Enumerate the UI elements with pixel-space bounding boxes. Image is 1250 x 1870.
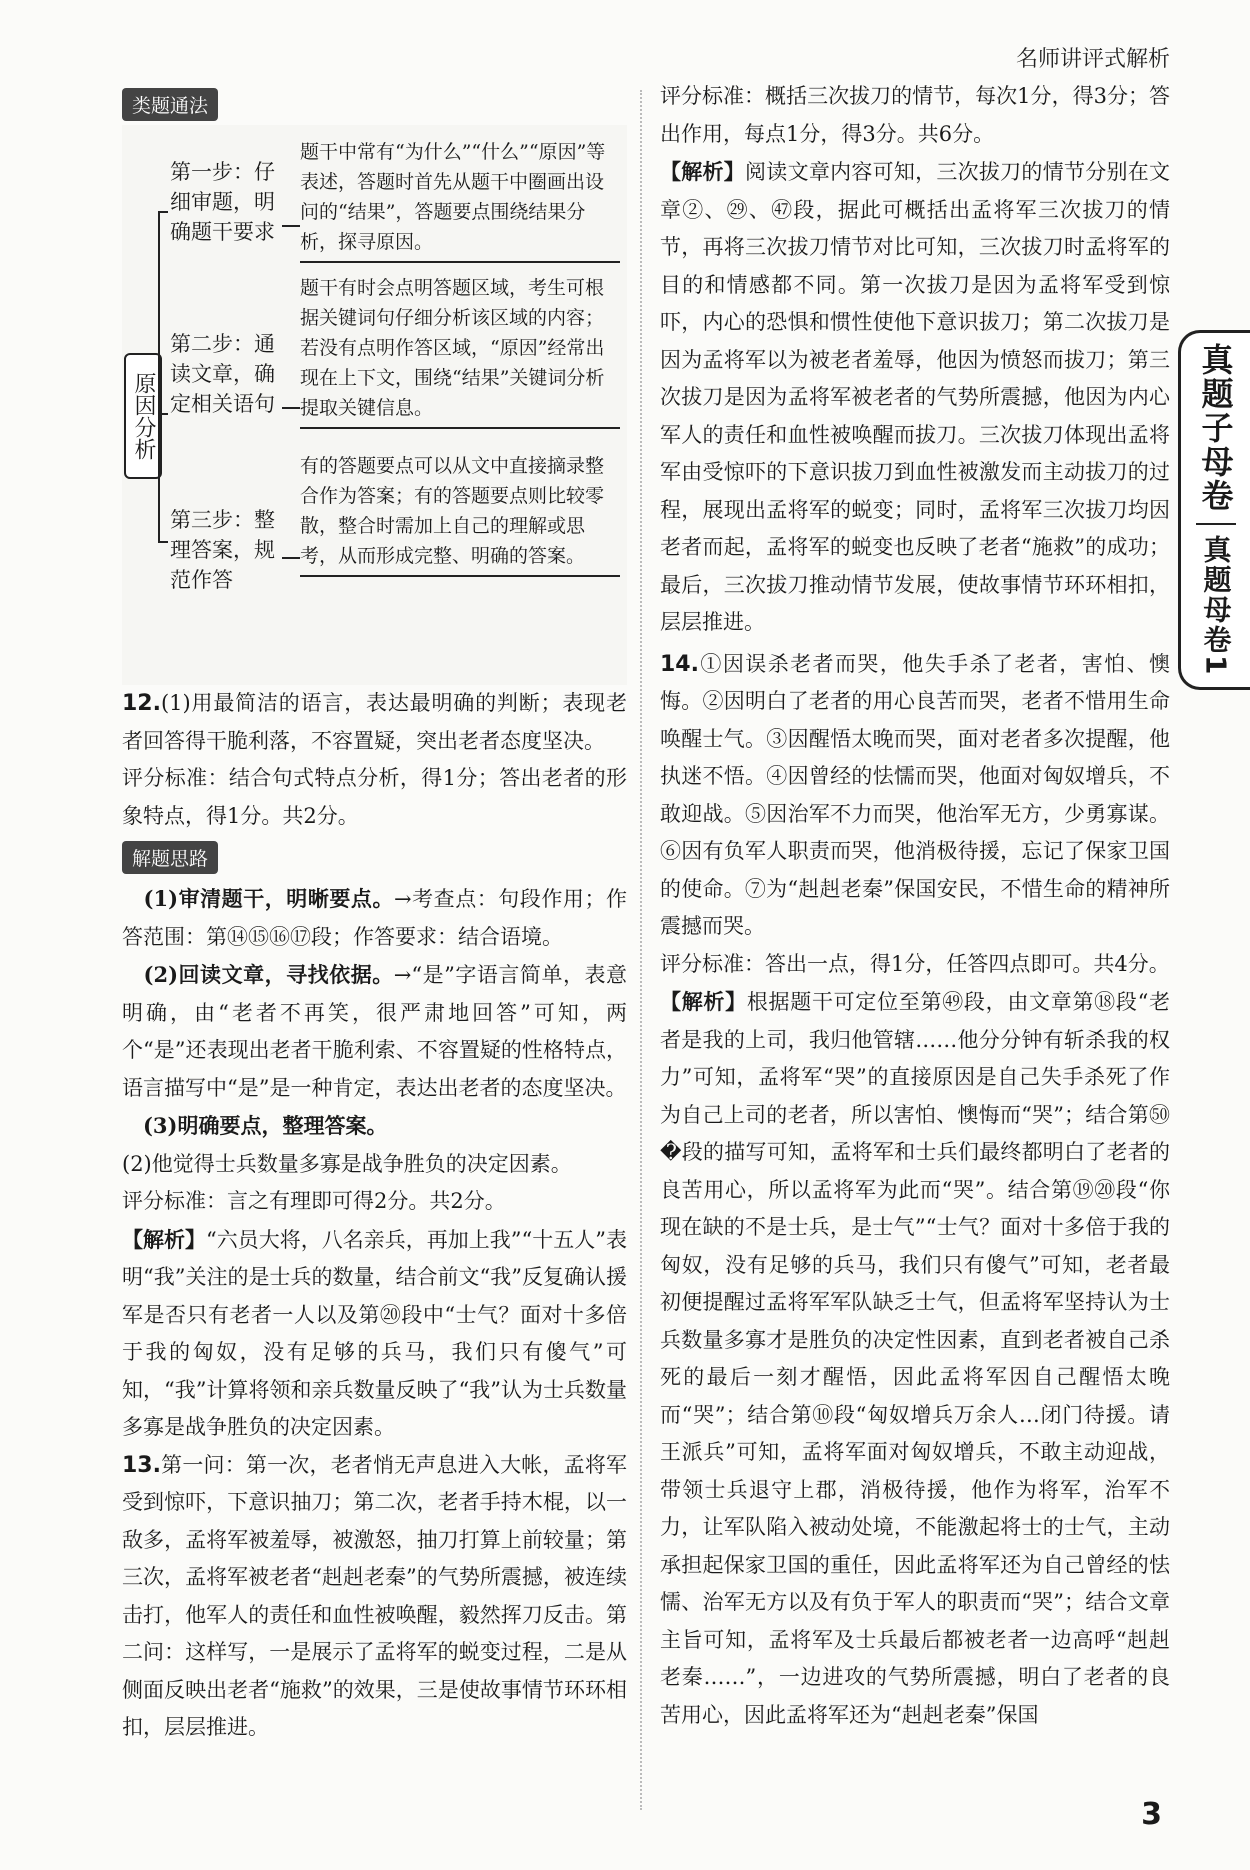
q13-analysis xyxy=(660,153,1170,642)
q12-number: 12. xyxy=(122,691,161,716)
q12-analysis-tag: 【解析】 xyxy=(122,1226,207,1252)
q12-analysis-text: “六员大将，八名亲兵，再加上我”“十五人”表明“我”关注的是士兵的数量，结合前文“我”反复确认援军是否只有老者一人以及第⑳段中“士气？面对十多倍于我的匈奴，没有足够的兵马，我们只有傻气”可知，“我”计算将领和亲兵数量反映了“我”认为士兵数量多寡是战争胜负的决定因素。 xyxy=(122,1227,627,1439)
q13-answer-text: 第一问：第一次，老者悄无声息进入大帐，孟将军受到惊吓，下意识抽刀；第二次，老者手持木棍，以一敌多，孟将军被羞辱，被激怒，抽刀打算上前较量；第三次，孟将军被老者“赳赳老秦”的气势所震撼，被连续击打，他军人的责任和血性被唤醒，毅然挥刀反击。第二问：这样写，一是展示了孟将军的蜕变过程，二是从侧面反映出老者“施救”的效果，三是使故事情节环环相扣，层层推进。 xyxy=(122,1452,627,1739)
connector-1 xyxy=(282,225,300,227)
method-label: 类题通法 xyxy=(122,88,218,121)
q14-score: 评分标准：答出一点，得1分，任答四点即可。共4分。 xyxy=(660,951,1170,976)
q12-score-1: 评分标准：结合句式特点分析，得1分；答出老者的形象特点，得1分。共2分。 xyxy=(122,766,627,828)
side-tab-subtitle: 真题母卷1 xyxy=(1199,535,1233,677)
q13-analysis-tag: 【解析】 xyxy=(660,159,746,184)
mindmap-branch-1 xyxy=(158,211,168,213)
mindmap-branch-3 xyxy=(158,541,168,543)
header-title: 名师讲评式解析 xyxy=(1015,47,1170,72)
left-column xyxy=(122,88,627,1747)
think-label-wrap xyxy=(122,841,627,874)
q14-answer-text: ①因误杀老者而哭，他失手杀了老者，害怕、懊悔。②因明白了老者的用心良苦而哭，老者不惜用生命唤醒士气。③因醒悟太晚而哭，面对老者多次提醒，他执迷不悟。④因曾经的怯懦而哭，他面对匈奴增兵，不敢迎战。⑤因治军不力而哭，他治军无方，少勇寡谋。⑥因有负军人职责而哭，他消极待援，忘记了保家卫国的使命。⑦为“赳赳老秦”保国安民，不惜生命的精神所震撼而哭。 xyxy=(660,651,1170,938)
side-tab-divider xyxy=(1196,523,1236,525)
mindmap-step-3: 第三步：整理答案，规范作答 xyxy=(170,508,275,592)
q12-think-3-head: (3)明确要点，整理答案。 xyxy=(143,1113,388,1138)
q12-think-1 xyxy=(122,880,627,956)
q13-number: 13. xyxy=(122,1452,161,1478)
q14-answer xyxy=(660,646,1170,946)
q14-analysis-text: 根据题干可定位至第㊾段，由文章第⑱段“老者是我的上司，我归他管辖……他分分钟有斩杀我的权力”可知，孟将军“哭”的直接原因是自己失手杀死了作为自己上司的老者，所以害怕、懊悔而“哭”；结合第㊿�段的描写可知，孟将军和士兵们最终都明白了老者的良苦用心，所以孟将军为此而“哭”。结合第⑲⑳段“你现在缺的不是士兵，是士气”“士气？面对十多倍于我的匈奴，没有足够的兵马，我们只有傻气”可知，老者最初便提醒过孟将军军队缺乏士气，但孟将军坚持认为士兵数量多寡才是胜负的决定性因素，直到老者被自己杀死的最后一刻才醒悟，因此孟将军因自己醒悟太晚而“哭”；结合第⑩段“匈奴增兵万余人…闭门待援。请王派兵”可知，孟将军面对匈奴增兵，不敢主动迎战，带领士兵退守上郡，消极待援，他作为将军，治军不力，让军队陷入被动处境，不能激起将士的士气，主动承担起保家卫国的重任，因此孟将军还为自己曾经的怯懦、治军无方以及有负于军人的职责而“哭”；结合文章主旨可知，孟将军及士兵最后都被老者一边高呼“赳赳老秦……”，一边进攻的气势所震撼，明白了老者的良苦用心，因此孟将军还为“赳赳老秦”保国 xyxy=(660,990,1171,1727)
q12-answer-1-text: (1)用最简洁的语言，表达最明确的判断；表现老者回答得干脆利落，不容置疑，突出老者态度坚决。 xyxy=(122,691,627,753)
q12-think-2-head: (2)回读文章，寻找依据。 xyxy=(143,962,394,987)
q12-think-3 xyxy=(122,1107,627,1146)
connector-3 xyxy=(282,557,300,559)
think-label: 解题思路 xyxy=(122,841,218,874)
mindmap-desc-1: 题干中常有“为什么”“什么”“原因”等表述，答题时首先从题干中圈画出设问的“结果”，答题要点围绕结果分析，探寻原因。 xyxy=(300,137,620,263)
q12-think-1-text: →考查点：句段作用；作答范围：第⑭⑮⑯⑰段；作答要求：结合语境。 xyxy=(122,887,627,949)
q12-think-1-head: (1)审清题干，明晰要点。 xyxy=(143,886,394,911)
side-tab xyxy=(1178,330,1250,690)
mindmap-desc-3: 有的答题要点可以从文中直接摘录整合作为答案；有的答题要点则比较零散，整合时需加上自己的理解或思考，从而形成完整、明确的答案。 xyxy=(300,451,620,577)
mindmap-trunk xyxy=(158,211,160,541)
q13-score: 评分标准：概括三次拔刀的情节，每次1分，得3分；答出作用，每点1分，得3分。共6分。 xyxy=(660,84,1170,146)
q13-answer xyxy=(122,1447,627,1747)
connector-2 xyxy=(282,407,300,409)
q12-score-2: 评分标准：言之有理即可得2分。共2分。 xyxy=(122,1189,506,1213)
right-column xyxy=(660,78,1170,1734)
mindmap-root: 原因分析 xyxy=(124,353,162,479)
q13-analysis-text: 阅读文章内容可知，三次拔刀的情节分别在文章②、㉙、㊼段，据此可概括出孟将军三次拔刀的情节，再将三次拔刀情节对比可知，三次拔刀时孟将军的目的和情感都不同。第一次拔刀是因为孟将军受到惊吓，内心的恐惧和惯性使他下意识拔刀；第二次拔刀是因为孟将军以为被老者羞辱，他因为愤怒而拔刀；第三次拔刀是因为孟将军被老者的气势所震撼，他因为内心军人的责任和血性被唤醒而拔刀。三次拔刀体现出孟将军由受惊吓的下意识拔刀到血性被激发而主动拔刀的过程，展现出孟将军的蜕变；同时，孟将军三次拔刀均因老者而起，孟将军的蜕变也反映了老者“施救”的成功；最后，三次拔刀推动情节发展，使故事情节环环相扣，层层推进。 xyxy=(660,160,1171,634)
mindmap-step-1: 第一步：仔细审题，明确题干要求 xyxy=(170,160,275,244)
mindmap-branch-2 xyxy=(158,413,168,415)
q12-analysis xyxy=(122,1221,627,1447)
mindmap-desc-2: 题干有时会点明答题区域，考生可根据关键词句仔细分析该区域的内容；若没有点明作答区域，“原因”经常出现在上下文，围绕“结果”关键词分析提取关键信息。 xyxy=(300,273,620,429)
q12-think-2-text: →“是”字语言简单，表意明确，由“老者不再笑，很严肃地回答”可知，两个“是”还表现出老者干脆利索、不容置疑的性格特点，语言描写中“是”是一种肯定，表达出老者的态度坚决。 xyxy=(122,963,627,1100)
mindmap-step-2: 第二步：通读文章，确定相关语句 xyxy=(170,332,275,416)
q14-number: 14. xyxy=(660,651,699,677)
column-divider xyxy=(640,90,642,1810)
q12-answer-2: (2)他觉得士兵数量多寡是战争胜负的决定因素。 xyxy=(122,1151,572,1176)
q12-answer-1 xyxy=(122,685,627,760)
mindmap xyxy=(122,125,627,685)
side-tab-title: 真题子母卷 xyxy=(1196,343,1235,513)
q14-analysis xyxy=(660,983,1170,1734)
q14-analysis-tag: 【解析】 xyxy=(660,989,747,1014)
q12-think-2 xyxy=(122,956,627,1107)
page-number: 3 xyxy=(1141,1797,1162,1832)
